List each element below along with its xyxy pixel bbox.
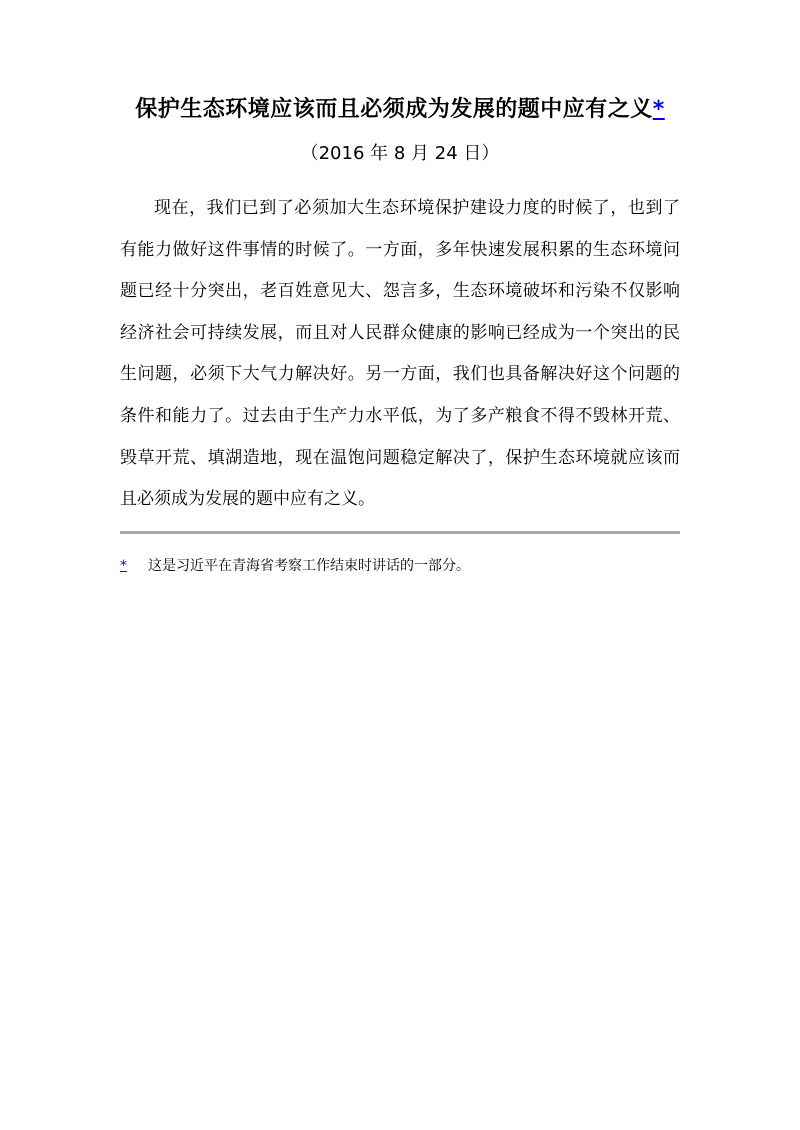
footnote (120, 556, 680, 576)
body-paragraph: 现在，我们已到了必须加大生态环境保护建设力度的时候了，也到了有能力做好这件事情的时候了。一方面，多年快速发展积累的生态环境问题已经十分突出，老百姓意见大、怨言多，生态环境破坏和污染不仅影响经济社会可持续发展，而且对人民群众健康的影响已经成为一个突出的民生问题，必须下大气力解决好。另一方面，我们也具备解决好这个问题的条件和能力了。过去由于生产力水平低，为了多产粮食不得不毁林开荒、毁草开荒、填湖造地，现在温饱问题稳定解决了，保护生态环境就应该而且必须成为发展的题中应有之义。 (120, 198, 680, 510)
page-title (120, 94, 680, 126)
document-page (120, 0, 680, 576)
speech-date: （2016 年 8 月 24 日） (300, 143, 500, 164)
footnote-backlink[interactable]: * (120, 557, 127, 574)
footnote-text: 这是习近平在青海省考察工作结束时讲话的一部分。 (148, 557, 470, 574)
title-text: 保护生态环境应该而且必须成为发展的题中应有之义 (135, 97, 653, 122)
footnote-link[interactable]: * (652, 97, 665, 122)
footnote-divider (120, 531, 680, 534)
